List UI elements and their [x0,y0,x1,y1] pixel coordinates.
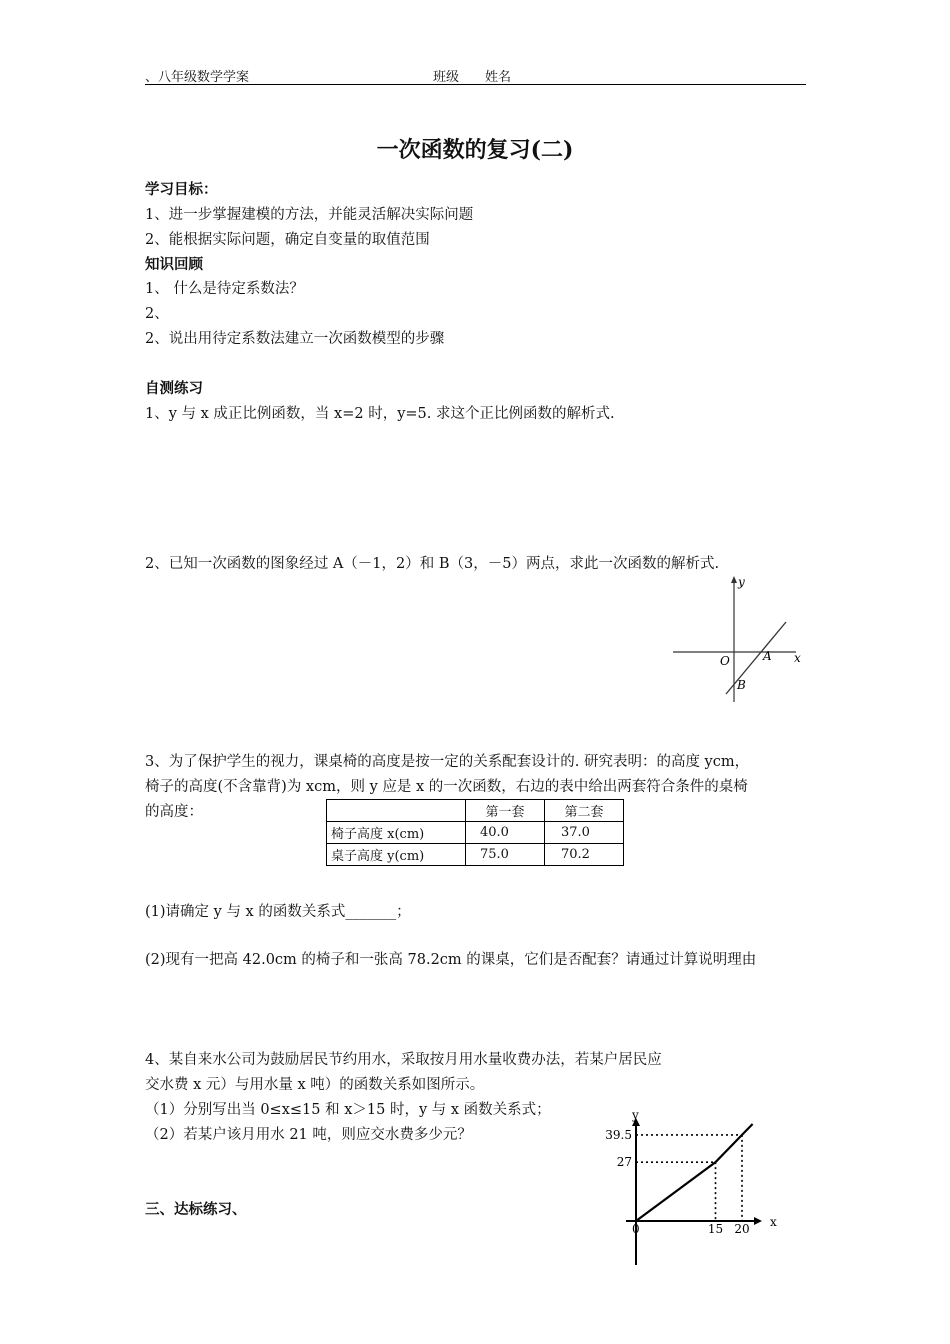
x-axis-label: x [770,1215,777,1229]
question-4-sub1: （1）分别写出当 0≤x≤15 和 x＞15 时，y 与 x 函数关系式； [145,1102,551,1118]
x-tick-label: 20 [734,1222,750,1236]
question-3-sub2: (2)现有一把高 42.0cm 的椅子和一张高 78.2cm 的课桌，它们是否配套？请通过计算说明理由 [145,952,757,968]
fee-series-line [636,1124,753,1221]
table-cell: 75.0 [466,844,545,866]
question-4-line1: 4、某自来水公司为鼓励居民节约用水，采取按月用水量收费办法，若某户居民应 [145,1052,662,1068]
table-cell: 椅子高度 x(cm) [327,822,466,844]
x-axis-arrow [754,1217,762,1225]
y-tick-label: 39.5 [605,1127,632,1142]
x-tick-label: 15 [707,1222,724,1236]
question-3-line3: 的高度： [145,804,203,820]
table-cell: 70.2 [545,844,624,866]
origin-label: O [720,654,730,668]
question-3-line1: 3、为了保护学生的视力，课桌椅的高度是按一定的关系配套设计的. 研究表明：的高度 ycm， [145,754,750,770]
review-heading: 知识回顾 [145,256,203,273]
goals-heading: 学习目标： [145,181,218,198]
table-header-cell: 第一套 [466,800,545,822]
question-3-sub1: (1)请确定 y 与 x 的函数关系式_______； [145,904,411,920]
section-3-heading: 三、达标练习、 [145,1201,247,1218]
y-axis-label: y [632,1108,639,1122]
question-1: 1、y 与 x 成正比例函数，当 x=2 时，y=5. 求这个正比例函数的解析式. [145,406,615,422]
header-name-label: 姓名 [485,70,512,85]
y-tick-label: 27 [616,1155,632,1170]
review-item: 2、 [145,306,169,322]
point-b-label: B [737,678,746,692]
review-item: 1、 什么是待定系数法？ [145,281,304,297]
question-4-sub2: （2）若某户该月用水 21 吨，则应交水费多少元？ [145,1127,472,1143]
x-axis-label: x [794,651,801,665]
selftest-heading: 自测练习 [145,380,203,397]
y-axis-label: y [738,575,745,589]
point-a-label: A [763,649,772,663]
page-title: 一次函数的复习(二) [376,137,574,163]
table-cell: 37.0 [545,822,624,844]
table-header-cell: 第二套 [545,800,624,822]
goal-item: 1、进一步掌握建模的方法，并能灵活解决实际问题 [145,207,474,223]
question-4-line2: 交水费 x 元）与用水量 x 吨）的函数关系如图所示。 [145,1077,485,1093]
header-course: 、八年级数学学案 [145,70,250,85]
goal-item: 2、能根据实际问题，确定自变量的取值范围 [145,232,430,248]
table-cell: 桌子高度 y(cm) [327,844,466,866]
origin-label: 0 [632,1222,640,1236]
review-item: 2、说出用待定系数法建立一次函数模型的步骤 [145,331,445,347]
header-class-label: 班级 [433,70,460,85]
table-cell: 40.0 [466,822,545,844]
question-2: 2、已知一次函数的图象经过 A（－1，2）和 B（3，－5）两点，求此一次函数的解析式. [145,556,720,572]
question-3-line2: 椅子的高度(不含靠背)为 xcm，则 y 应是 x 的一次函数，右边的表中给出两套符合条件的桌椅 [145,779,748,795]
